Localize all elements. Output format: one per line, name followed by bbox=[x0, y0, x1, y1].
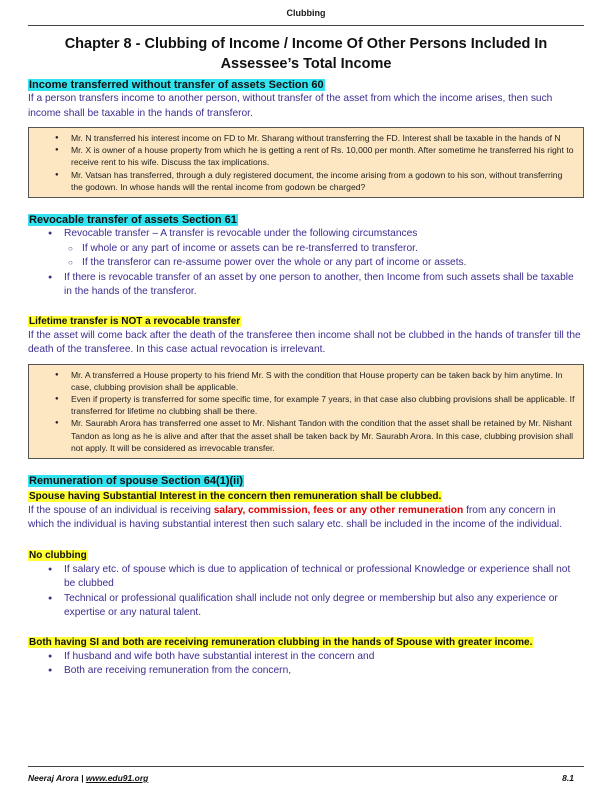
both-si-list bbox=[28, 650, 584, 679]
section-61-list bbox=[28, 227, 584, 242]
list-item: ● If salary etc. of spouse which is due to application of technical or professional Knowledge or experience shall not be clubbed bbox=[28, 563, 584, 592]
lifetime-intro: If the asset will come back after the death of the transferee then income shall not be clubbed in the hands of transfer till the death of the transferee. In this case actual revocation is irrelevant. bbox=[28, 329, 581, 356]
list-item: ● If husband and wife both have substantial interest in the concern and bbox=[28, 650, 584, 665]
footer-rule bbox=[28, 766, 584, 767]
sub-list-item: ○ If whole or any part of income or assets can be re-transferred to transferor. bbox=[28, 242, 584, 257]
paragraph-text: from any concern in which the individual is having substantial interest then such salary etc. shall be included in the income of the individual. bbox=[28, 504, 563, 531]
paragraph-text: If the spouse of an individual is receiving bbox=[28, 504, 214, 516]
section-60-heading: Income transferred without transfer of assets Section 60 bbox=[29, 79, 324, 91]
highlighted-remuneration-text: salary, commission, fees or any other remuneration bbox=[213, 504, 464, 516]
section-61-list-2 bbox=[28, 271, 584, 300]
example-item: ● Mr. Saurabh Arora has transferred one asset to Mr. Nishant Tandon with the condition that the asset shall be retained by Mr. Nishant Tandon as long as he is alive and after that the asset shall be taken back by Mr. Saurabh Arora. In this case, clubbing provision shall not apply. It will be considered as irrevocable transfer. bbox=[37, 417, 575, 454]
list-item: ● If there is revocable transfer of an asset by one person to another, then Income from such assets shall be taxable in the hands of the transferor. bbox=[28, 271, 584, 300]
list-item: ● Revocable transfer – A transfer is revocable under the following circumstances bbox=[28, 227, 584, 242]
no-clubbing-list bbox=[28, 563, 584, 621]
both-si-heading: Both having SI and both are receiving remuneration clubbing in the hands of Spouse with greater income. bbox=[29, 636, 533, 648]
section-60-examples-box bbox=[28, 127, 584, 198]
page-number: 8.1 bbox=[562, 773, 574, 783]
section-64-paragraph bbox=[28, 504, 584, 533]
section-64-heading: Remuneration of spouse Section 64(1)(ii) bbox=[29, 474, 243, 487]
example-item: ● Mr. A transferred a House property to his friend Mr. S with the condition that House property can be taken back by him anytime. In case, clubbing provision shall be applicable. bbox=[37, 369, 575, 393]
lifetime-examples-box bbox=[28, 364, 584, 459]
lifetime-heading: Lifetime transfer is NOT a revocable transfer bbox=[29, 315, 241, 327]
section-64-subheading: Spouse having Substantial Interest in the concern then remuneration shall be clubbed. bbox=[29, 490, 442, 502]
section-61-heading: Revocable transfer of assets Section 61 bbox=[29, 214, 237, 227]
list-item: ● Both are receiving remuneration from the concern, bbox=[28, 664, 584, 679]
sub-list-item: ○ If the transferor can re-assume power over the whole or any part of income or assets. bbox=[28, 256, 584, 271]
footer-website-link[interactable]: www.edu91.org bbox=[85, 773, 149, 783]
example-item: ● Mr. Vatsan has transferred, through a duly registered document, the income arising from a godown to his son, without transferring the godown. In whose hands will the rental income from godown be charged? bbox=[37, 169, 575, 193]
section-61-sublist bbox=[28, 242, 584, 271]
example-item: ● Mr. N transferred his interest income on FD to Mr. Sharang without transferring the FD. Interest shall be taxable in the hands of N bbox=[37, 132, 575, 144]
footer-credit bbox=[28, 773, 148, 783]
no-clubbing-heading: No clubbing bbox=[29, 549, 87, 561]
header-rule bbox=[28, 25, 584, 26]
example-item: ● Even if property is transferred for some specific time, for example 7 years, in that case also clubbing provisions shall be applicable. If transferred for lifetime no clubbing shall be there. bbox=[37, 393, 575, 417]
footer-author: Neeraj Arora | bbox=[28, 773, 86, 783]
example-item: ● Mr. X is owner of a house property from which he is getting a rent of Rs. 10,000 per month. After sometime he transferred his right to receive rent to his wife. Discuss the tax implications. bbox=[37, 144, 575, 168]
running-header: Clubbing bbox=[286, 8, 326, 18]
section-60-intro: If a person transfers income to another person, without transfer of the asset from which the income arises, then such income shall be taxable in the hands of transferor. bbox=[28, 93, 553, 119]
chapter-title: Chapter 8 - Clubbing of Income / Income Of Other Persons Included In Assessee’s Total Income bbox=[64, 36, 548, 72]
page-content bbox=[28, 77, 584, 679]
list-item: ● Technical or professional qualification shall include not only degree or membership but also any experience or expertise or any natural talent. bbox=[28, 592, 584, 621]
